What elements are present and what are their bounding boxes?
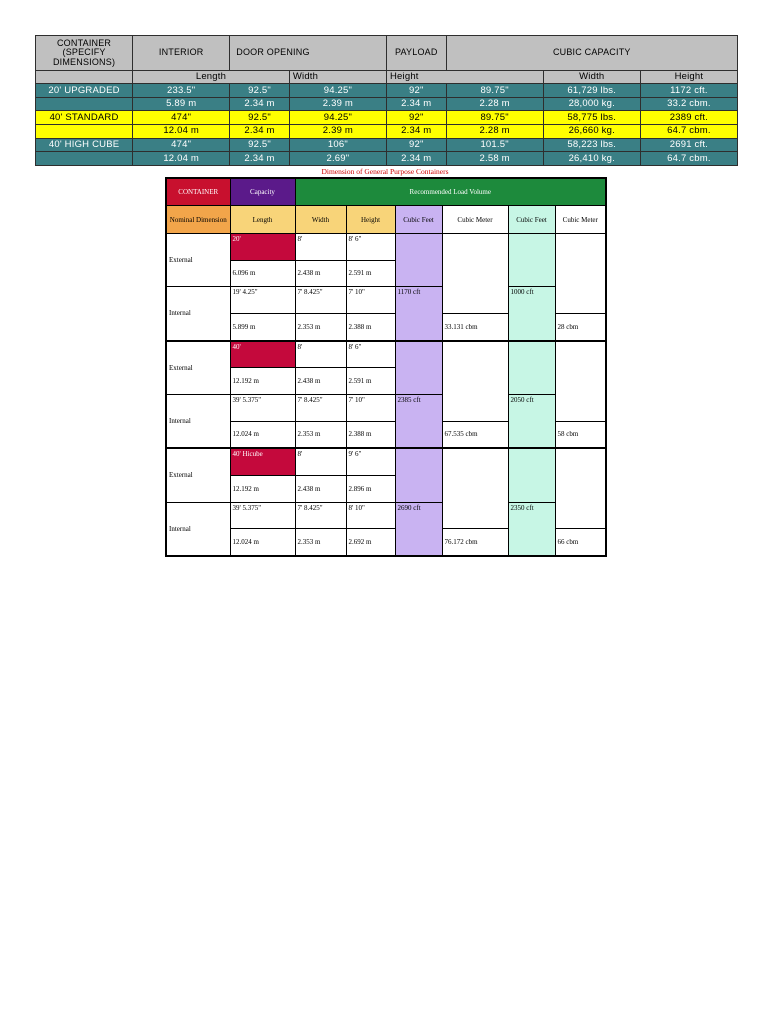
cell: 92.5" [230,84,290,98]
header-interior: INTERIOR [133,36,230,71]
table-row [166,233,606,260]
cell [36,125,133,139]
cell: 33.2 cbm. [640,97,737,111]
container-capacity-table [165,177,607,557]
external-label: External [166,341,230,395]
cell: 39' 5.375" [230,394,295,421]
cell: 92.5" [230,138,290,152]
cell: 12.192 m [230,475,295,502]
cell: 12.04 m [133,152,230,166]
subheader-cubic-feet: Cubic Feet [395,206,442,234]
cell: 7' 10" [346,394,395,421]
cell: 2691 cft. [640,138,737,152]
header-payload: PAYLOAD [386,36,446,71]
subheader-rec-cubic-meter: Cubic Meter [555,206,606,234]
cell: 89.75" [446,84,543,98]
header-container: CONTAINER (SPECIFY DIMENSIONS) [36,36,133,71]
external-label: External [166,448,230,502]
cell: 2.692 m [346,529,395,556]
cell: 5.899 m [230,313,295,340]
external-label: External [166,233,230,286]
cell [555,448,606,529]
header-recommended-load-volume: Recommended Load Volume [295,178,606,206]
cell: 2.28 m [446,125,543,139]
cell: 12.024 m [230,529,295,556]
internal-label: Internal [166,502,230,556]
cell: 8' [295,448,346,475]
table-row [166,502,606,529]
cell [36,152,133,166]
cell: 92" [386,138,446,152]
cell: 8' 6" [346,341,395,368]
cell: 39' 5.375" [230,502,295,529]
cell: 19' 4.25" [230,287,295,314]
header-container: CONTAINER [166,178,230,206]
cell: 2.34 m [386,125,446,139]
subheader-height-2: Height [640,70,737,84]
header-cubic-capacity: CUBIC CAPACITY [446,36,737,71]
cell: 2.58 m [446,152,543,166]
cell: 2385 cft [395,394,442,448]
internal-label: Internal [166,287,230,341]
cell: 26,410 kg. [543,152,640,166]
cell: 2.39 m [289,97,386,111]
table-row [36,111,738,125]
cell: 2.388 m [346,421,395,448]
cell: 2.34 m [230,152,290,166]
cell: 2350 cft [508,502,555,556]
cell: 12.192 m [230,368,295,395]
subheader-blank [36,70,133,84]
container-specs-table [35,35,738,166]
cell: 2.39 m [289,125,386,139]
subheader-rec-cubic-feet: Cubic Feet [508,206,555,234]
cell: 9' 6" [346,448,395,475]
cell: 92" [386,84,446,98]
cell: 101.5" [446,138,543,152]
cell: 28,000 kg. [543,97,640,111]
cell: 92" [386,111,446,125]
cell [555,233,606,313]
table-row [36,125,738,139]
container-size-label: 40' [230,341,295,368]
cell [395,448,442,502]
cell: 2.34 m [230,125,290,139]
cell: 76.172 cbm [442,529,508,556]
cell: 12.04 m [133,125,230,139]
cell: 5.89 m [133,97,230,111]
cell [508,341,555,395]
cell: 67.535 cbm [442,421,508,448]
cell: 2389 cft. [640,111,737,125]
subheader-length: Length [133,70,290,84]
cell: 8' [295,341,346,368]
cell [442,448,508,529]
cell: 2.438 m [295,260,346,287]
cell: 92.5" [230,111,290,125]
capacity-subheader-row [166,206,606,234]
cell: 2690 cft [395,502,442,556]
cell: 33.131 cbm [442,313,508,340]
cell: 58,223 lbs. [543,138,640,152]
cell: 94.25" [289,84,386,98]
cell: 40' HIGH CUBE [36,138,133,152]
cell: 1172 cft. [640,84,737,98]
table-caption: Dimension of General Purpose Containers [321,167,449,176]
cell: 89.75" [446,111,543,125]
cell: 64.7 cbm. [640,152,737,166]
table-row [36,84,738,98]
cell [508,448,555,502]
cell [395,233,442,286]
capacity-header-row [166,178,606,206]
cell: 58,775 lbs. [543,111,640,125]
cell: 474" [133,138,230,152]
cell [36,97,133,111]
cell: 61,729 lbs. [543,84,640,98]
subheader-cubic-meter: Cubic Meter [442,206,508,234]
cell: 474" [133,111,230,125]
cell: 8' 6" [346,233,395,260]
cell: 64.7 cbm. [640,125,737,139]
cell: 1170 cft [395,287,442,341]
subheader-height: Height [346,206,395,234]
cell: 94.25" [289,111,386,125]
cell: 7' 8.425" [295,502,346,529]
cell: 7' 8.425" [295,287,346,314]
subheader-length: Length [230,206,295,234]
cell: 8' [295,233,346,260]
cell: 2.69" [289,152,386,166]
subheader-width: Width [295,206,346,234]
subheader-width-2: Width [543,70,640,84]
internal-label: Internal [166,394,230,448]
table-row [166,394,606,421]
header-door-opening: DOOR OPENING [230,36,387,71]
table-row [166,287,606,314]
cell: 2.34 m [386,152,446,166]
cell: 2.34 m [230,97,290,111]
cell: 2.34 m [386,97,446,111]
cell: 26,660 kg. [543,125,640,139]
cell: 7' 8.425" [295,394,346,421]
table-row [166,341,606,368]
cell [442,341,508,422]
cell: 106" [289,138,386,152]
cell: 2.353 m [295,313,346,340]
cell [555,341,606,422]
cell: 2.591 m [346,368,395,395]
cell: 66 cbm [555,529,606,556]
specs-subheader-row [36,70,738,84]
cell: 2050 cft [508,394,555,448]
cell [508,233,555,286]
cell [395,341,442,395]
cell: 8' 10" [346,502,395,529]
cell: 2.353 m [295,421,346,448]
cell [442,233,508,313]
cell: 58 cbm [555,421,606,448]
cell: 233.5" [133,84,230,98]
cell: 28 cbm [555,313,606,340]
subheader-height: Height [386,70,543,84]
cell: 2.388 m [346,313,395,340]
cell: 12.024 m [230,421,295,448]
cell: 2.896 m [346,475,395,502]
table-row [166,448,606,475]
cell: 2.438 m [295,368,346,395]
cell: 2.591 m [346,260,395,287]
cell: 6.096 m [230,260,295,287]
cell: 2.353 m [295,529,346,556]
container-size-label: 40' Hicube [230,448,295,475]
cell: 1000 cft [508,287,555,341]
container-size-label: 20' [230,233,295,260]
specs-header-row [36,36,738,71]
table-row [36,138,738,152]
cell: 2.28 m [446,97,543,111]
table-row [36,97,738,111]
subheader-nominal-dimension: Nominal Dimension [166,206,230,234]
subheader-width: Width [289,70,386,84]
cell: 7' 10" [346,287,395,314]
cell: 40' STANDARD [36,111,133,125]
header-capacity: Capacity [230,178,295,206]
cell: 20' UPGRADED [36,84,133,98]
table-row [36,152,738,166]
cell: 2.438 m [295,475,346,502]
